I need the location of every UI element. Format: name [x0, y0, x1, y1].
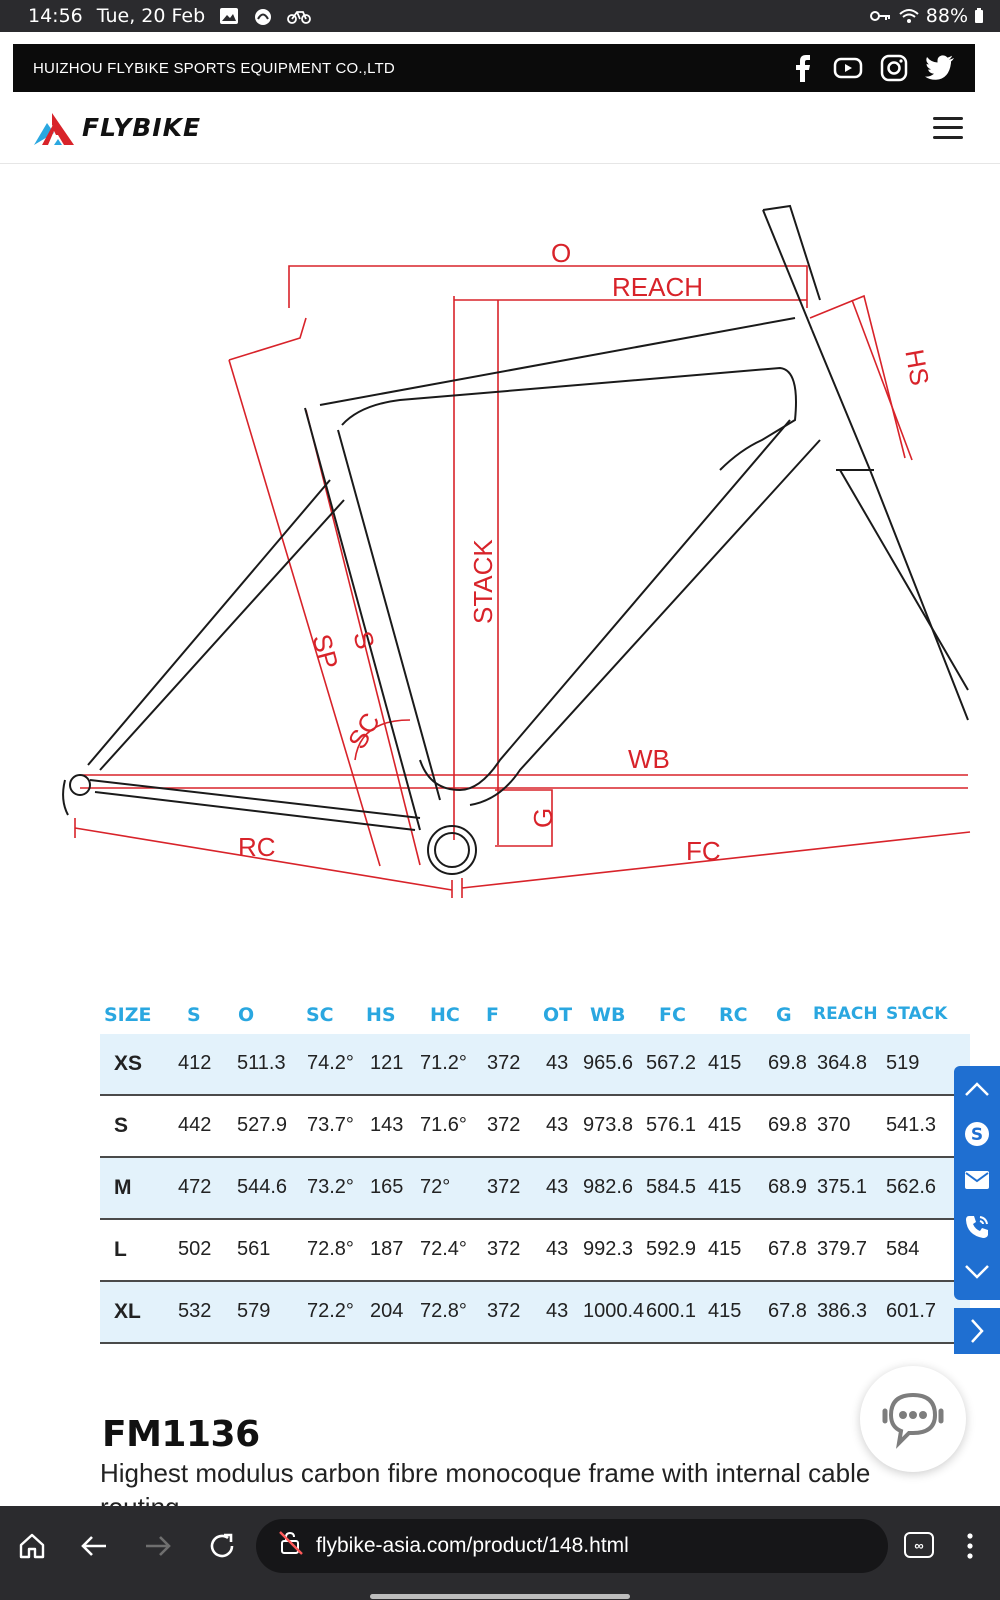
- label-sc: SC: [341, 707, 386, 754]
- table-cell: 567.2: [646, 1052, 697, 1074]
- table-row: [100, 1034, 970, 1096]
- logo-mark-icon: [34, 111, 74, 145]
- table-cell: 43: [546, 1300, 569, 1322]
- table-cell: 561: [237, 1238, 271, 1260]
- chevron-up-icon[interactable]: [964, 1081, 990, 1102]
- table-cell: 527.9: [237, 1114, 288, 1136]
- table-cell: 973.8: [583, 1114, 634, 1136]
- browser-toolbar: [0, 1506, 1000, 1600]
- table-cell: 442: [178, 1114, 212, 1136]
- header-cell: RC: [719, 1004, 748, 1026]
- table-cell: 519: [886, 1052, 920, 1074]
- header-cell: REACH: [813, 1004, 878, 1024]
- header-cell: S: [187, 1004, 201, 1026]
- table-cell: 601.7: [886, 1300, 937, 1322]
- wifi-icon: [898, 7, 920, 25]
- table-cell: 379.7: [817, 1238, 868, 1260]
- table-cell: 43: [546, 1114, 569, 1136]
- table-row: [100, 1158, 970, 1220]
- table-cell: 372: [487, 1052, 521, 1074]
- table-cell: 386.3: [817, 1300, 868, 1322]
- table-row: [100, 1220, 970, 1282]
- sidebar-toggle-button[interactable]: [954, 1308, 1000, 1354]
- table-cell: 74.2°: [307, 1052, 354, 1074]
- brand-name: FLYBIKE: [82, 113, 202, 142]
- table-cell: 511.3: [237, 1052, 286, 1074]
- gesture-home-indicator: [370, 1594, 630, 1599]
- table-cell: 592.9: [646, 1238, 697, 1260]
- table-cell: 69.8: [768, 1052, 807, 1074]
- site-header: [0, 92, 1000, 164]
- chat-bubble-icon: [881, 1389, 945, 1449]
- table-cell: 965.6: [583, 1052, 634, 1074]
- table-row: [100, 1282, 970, 1344]
- table-cell: 415: [708, 1114, 742, 1136]
- table-cell: 43: [546, 1052, 569, 1074]
- table-cell: 472: [178, 1176, 212, 1198]
- not-secure-lock-icon[interactable]: [278, 1530, 304, 1562]
- tabs-button[interactable]: ∞: [904, 1532, 934, 1558]
- table-cell: 71.6°: [420, 1114, 467, 1136]
- table-cell: 372: [487, 1114, 521, 1136]
- size-cell: M: [114, 1176, 132, 1199]
- label-hs: HS: [899, 346, 936, 388]
- youtube-icon[interactable]: [833, 53, 863, 83]
- table-cell: 72.8°: [307, 1238, 354, 1260]
- header-cell: HC: [430, 1004, 460, 1026]
- table-cell: 68.9: [768, 1176, 807, 1198]
- cloud-icon: [253, 7, 273, 25]
- contact-sidebar: [954, 1066, 1000, 1300]
- table-cell: 67.8: [768, 1238, 807, 1260]
- header-cell: SIZE: [104, 1004, 152, 1026]
- table-cell: 415: [708, 1176, 742, 1198]
- status-bar: [0, 0, 1000, 32]
- table-cell: 43: [546, 1176, 569, 1198]
- bicycle-icon: [287, 7, 311, 25]
- label-reach: REACH: [612, 272, 704, 302]
- label-sp: SP: [306, 630, 345, 673]
- table-cell: 600.1: [646, 1300, 697, 1322]
- flybike-logo[interactable]: [34, 111, 201, 145]
- header-cell: HS: [366, 1004, 396, 1026]
- product-description: Highest modulus carbon fibre monocoque frame with internal cable: [100, 1458, 871, 1488]
- status-date: Tue, 20 Feb: [96, 5, 206, 27]
- svg-text:S: S: [970, 1124, 984, 1145]
- company-topbar: [13, 44, 975, 92]
- table-cell: 73.2°: [307, 1176, 354, 1198]
- mail-icon[interactable]: [964, 1170, 990, 1195]
- size-cell: XL: [114, 1300, 141, 1323]
- header-cell: G: [776, 1004, 792, 1026]
- live-chat-button[interactable]: [860, 1366, 966, 1472]
- table-cell: 576.1: [646, 1114, 697, 1136]
- table-cell: 415: [708, 1052, 742, 1074]
- table-cell: 992.3: [583, 1238, 634, 1260]
- table-cell: 165: [370, 1176, 404, 1198]
- table-cell: 43: [546, 1238, 569, 1260]
- table-cell: 415: [708, 1238, 742, 1260]
- table-cell: 584.5: [646, 1176, 697, 1198]
- table-cell: 72.4°: [420, 1238, 467, 1260]
- address-bar[interactable]: [256, 1519, 888, 1573]
- table-cell: 372: [487, 1238, 521, 1260]
- header-cell: SC: [306, 1004, 334, 1026]
- table-cell: 72.8°: [420, 1300, 467, 1322]
- forward-arrow-icon[interactable]: [138, 1526, 178, 1566]
- table-cell: 143: [370, 1114, 404, 1136]
- header-cell: WB: [590, 1004, 626, 1026]
- table-cell: 72.2°: [307, 1300, 354, 1322]
- header-cell: F: [486, 1004, 499, 1026]
- instagram-icon[interactable]: [879, 53, 909, 83]
- table-cell: 71.2°: [420, 1052, 467, 1074]
- frame-outline: [63, 206, 968, 874]
- table-cell: 544.6: [237, 1176, 288, 1198]
- label-s: S: [347, 627, 381, 653]
- label-wb: WB: [628, 744, 670, 774]
- chevron-down-icon[interactable]: [964, 1264, 990, 1285]
- label-stack: STACK: [468, 539, 498, 624]
- skype-icon[interactable]: [963, 1120, 991, 1153]
- status-time: 14:56: [28, 5, 83, 27]
- url-text: flybike-asia.com/product/148.html: [316, 1534, 629, 1557]
- table-cell: 67.8: [768, 1300, 807, 1322]
- company-name: HUIZHOU FLYBIKE SPORTS EQUIPMENT CO.,LTD: [33, 59, 395, 77]
- table-cell: 415: [708, 1300, 742, 1322]
- table-cell: 541.3: [886, 1114, 937, 1136]
- size-cell: L: [114, 1238, 127, 1261]
- table-cell: 370: [817, 1114, 851, 1136]
- table-cell: 584: [886, 1238, 920, 1260]
- header-cell: STACK: [886, 1004, 948, 1024]
- table-cell: 375.1: [817, 1176, 868, 1198]
- dimension-lines: [75, 266, 970, 898]
- social-links: [787, 53, 955, 83]
- table-cell: 72°: [420, 1176, 451, 1198]
- size-cell: XS: [114, 1052, 143, 1075]
- facebook-icon[interactable]: [787, 53, 817, 83]
- dimension-labels: [238, 238, 935, 866]
- reload-icon[interactable]: [202, 1526, 242, 1566]
- table-cell: 364.8: [817, 1052, 868, 1074]
- hamburger-icon[interactable]: [930, 114, 966, 142]
- table-cell: 372: [487, 1300, 521, 1322]
- header-cell: OT: [543, 1004, 573, 1026]
- header-cell: FC: [659, 1004, 686, 1026]
- chevron-right-icon: [969, 1318, 985, 1344]
- twitter-icon[interactable]: [925, 53, 955, 83]
- table-cell: 187: [370, 1238, 404, 1260]
- table-cell: 73.7°: [307, 1114, 354, 1136]
- label-o: O: [551, 238, 572, 268]
- more-options-icon[interactable]: [958, 1526, 982, 1566]
- table-header: [100, 1000, 970, 1034]
- frame-geometry-diagram: [0, 170, 1000, 920]
- label-g: G: [528, 807, 558, 828]
- battery-icon: [974, 8, 984, 24]
- phone-icon[interactable]: [963, 1213, 991, 1246]
- table-cell: 982.6: [583, 1176, 634, 1198]
- back-arrow-icon[interactable]: [74, 1526, 114, 1566]
- label-rc: RC: [238, 832, 276, 862]
- image-icon: [219, 7, 239, 25]
- table-cell: 204: [370, 1300, 404, 1322]
- table-cell: 1000.4: [583, 1300, 645, 1322]
- home-icon[interactable]: [12, 1526, 52, 1566]
- table-cell: 562.6: [886, 1176, 937, 1198]
- table-cell: 121: [370, 1052, 404, 1074]
- key-icon: [870, 9, 892, 23]
- table-cell: 412: [178, 1052, 212, 1074]
- table-cell: 579: [237, 1300, 271, 1322]
- table-cell: 532: [178, 1300, 212, 1322]
- header-cell: O: [238, 1004, 255, 1026]
- table-row: [100, 1096, 970, 1158]
- battery-level: 88%: [925, 5, 968, 27]
- size-cell: S: [114, 1114, 129, 1137]
- table-cell: 502: [178, 1238, 212, 1260]
- label-fc: FC: [686, 836, 721, 866]
- product-model: FM1136: [102, 1414, 260, 1455]
- table-cell: 69.8: [768, 1114, 807, 1136]
- table-cell: 372: [487, 1176, 521, 1198]
